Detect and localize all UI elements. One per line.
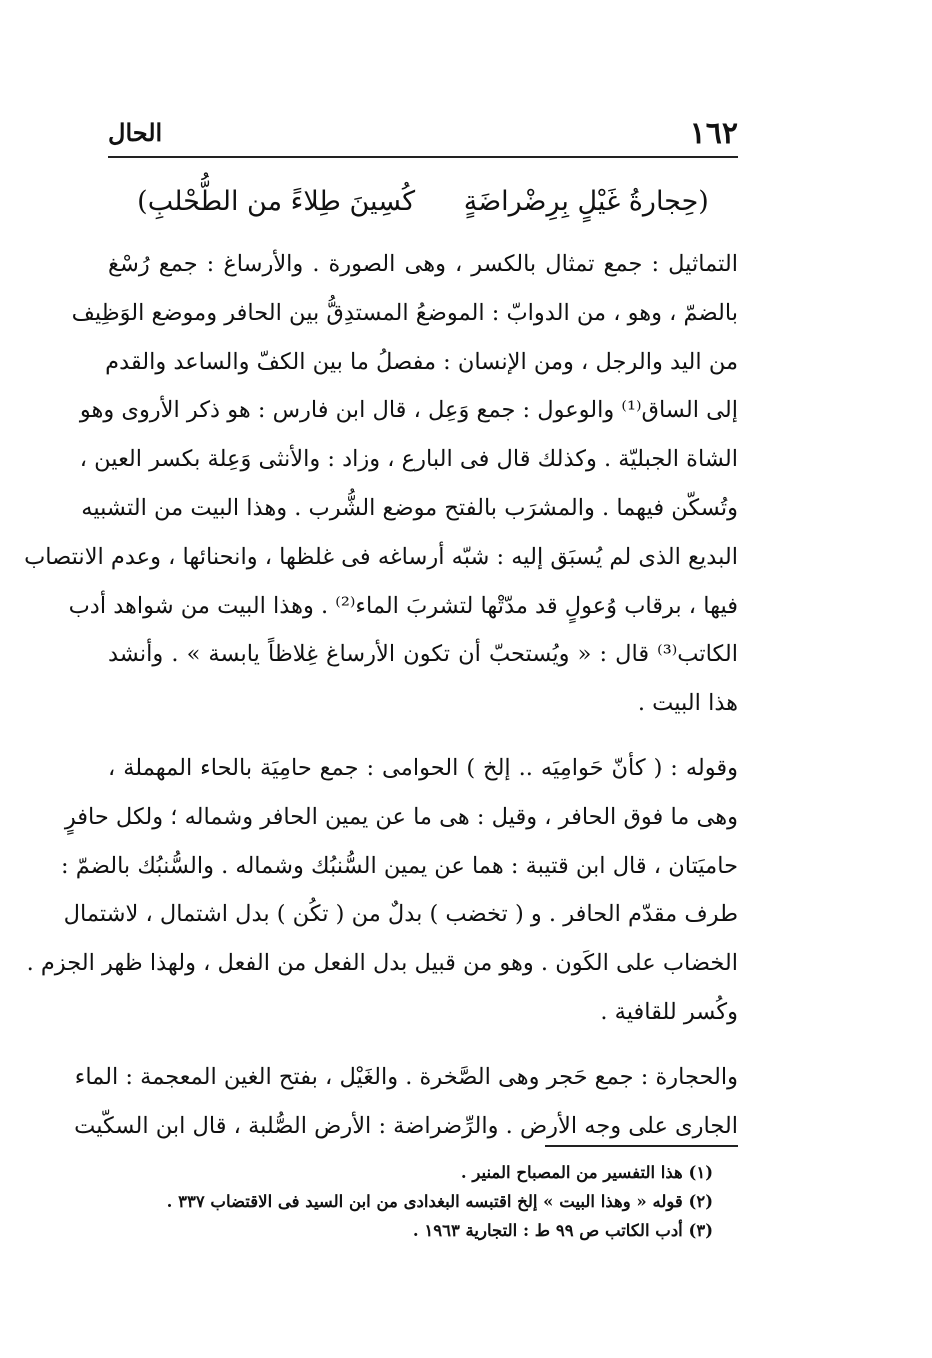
text-line: الشاة الجبليّة . وكذلك قال فى البارع ، وزاد : والأنثى وَعِلة بكسر العين ، [79,446,738,473]
text-line: البديع الذى لم يُسبَق إليه : شبّه أرساغه فى غلظها ، وانحنائها ، وعدم الانتصاب [24,543,738,570]
text-line: من اليد والرجل ، ومن الإنسان : مفصلُ ما بين الكفّ والساعد والقدم [105,348,738,375]
verse-second-hemistich: كُسِينَ طِلاءً من الطُّحْلبِ) [137,186,416,217]
text-line: حاميَتان ، قال ابن قتيبة : هما عن يمين السُّنبُك وشماله . والسُّنبُك بالضمّ : [61,852,738,879]
footnote-divider [545,1145,738,1147]
text-line: فيها ، برقاب وُعولٍ قد مدّتْها لتشربَ الماء⁽²⁾ . وهذا البيت من شواهد أدب [68,592,738,619]
commentary-body [24,240,738,1150]
text-line: الكاتب⁽³⁾ قال : « ويُستحبّ أن تكون الأرساغ غِلاظاً يابسة » . وأنشد [108,641,738,668]
text-line: طرف مقدّم الحافر . و ( تخضب ) بدلٌ من ( تكُن ) بدل اشتمال ، لاشتمال [63,901,738,928]
paragraph [24,240,738,728]
text-line: وهى ما فوق الحافر ، وقيل : هى ما عن يمين الحافر وشماله ؛ ولكل حافرٍ [64,803,738,830]
text-line: وتُسكّن فيهما . والمشرَب بالفتح موضع الشُّرب . وهذا البيت من التشبيه [81,494,738,521]
verse-first-hemistich: (حِجارةُ غَيْلٍ بِرِضْراضَةٍ [463,186,709,217]
running-title: الحال [108,118,163,147]
text-line: إلى الساق⁽¹⁾ والوعول : جمع وَعِل ، قال ابن فارس : هو ذكر الأروى وهو [79,397,738,424]
paragraph [74,1053,738,1151]
text-line: الخضاب على الكَون . وهو من قبيل بدل الفعل من الفعل ، ولهذا ظهر الجزم . [26,950,738,977]
text-line: التماثيل : جمع تمثال بالكسر ، وهى الصورة . والأرساغ : جمع رُسْغ [108,251,738,277]
page-header [108,112,738,158]
text-line: والحجارة : جمع حَجر وهى الصَّخرة . والغَيْل ، بفتح الغين المعجمة : الماء [74,1063,738,1090]
text-line: هذا البيت . [637,690,738,717]
footnote-1: (١) هذا التفسير من المصباح المنير . [460,1163,713,1182]
footnote-2: (٢) قوله « وهذا البيت » إلخ اقتبسه البغدادى من ابن السيد فى الاقتضاب ٣٣٧ . [166,1192,713,1211]
footnotes [108,1158,713,1245]
text-line: وكُسر للقافية . [600,998,738,1025]
text-line: الجارى على وجه الأرض . والرِّضراضة : الأرض الصُّلبة ، قال ابن السكّيت [74,1112,738,1139]
text-line: وقوله : ( كأنّ حَوامِيَه .. إلخ ) الحوامى : جمع حامِيَة بالحاء المهملة ، [108,754,738,781]
paragraph [26,744,738,1037]
poem-verse [108,186,738,217]
text-line: بالضمّ ، وهو ، من الدوابّ : الموضعُ المستدِقُّ بين الحافر وموضع الوَظِيف [71,299,738,326]
page-number: ١٦٢ [689,116,738,151]
footnote-3: (٣) أدب الكاتب ص ٩٩ ط : التجارية ١٩٦٣ . [412,1221,713,1240]
